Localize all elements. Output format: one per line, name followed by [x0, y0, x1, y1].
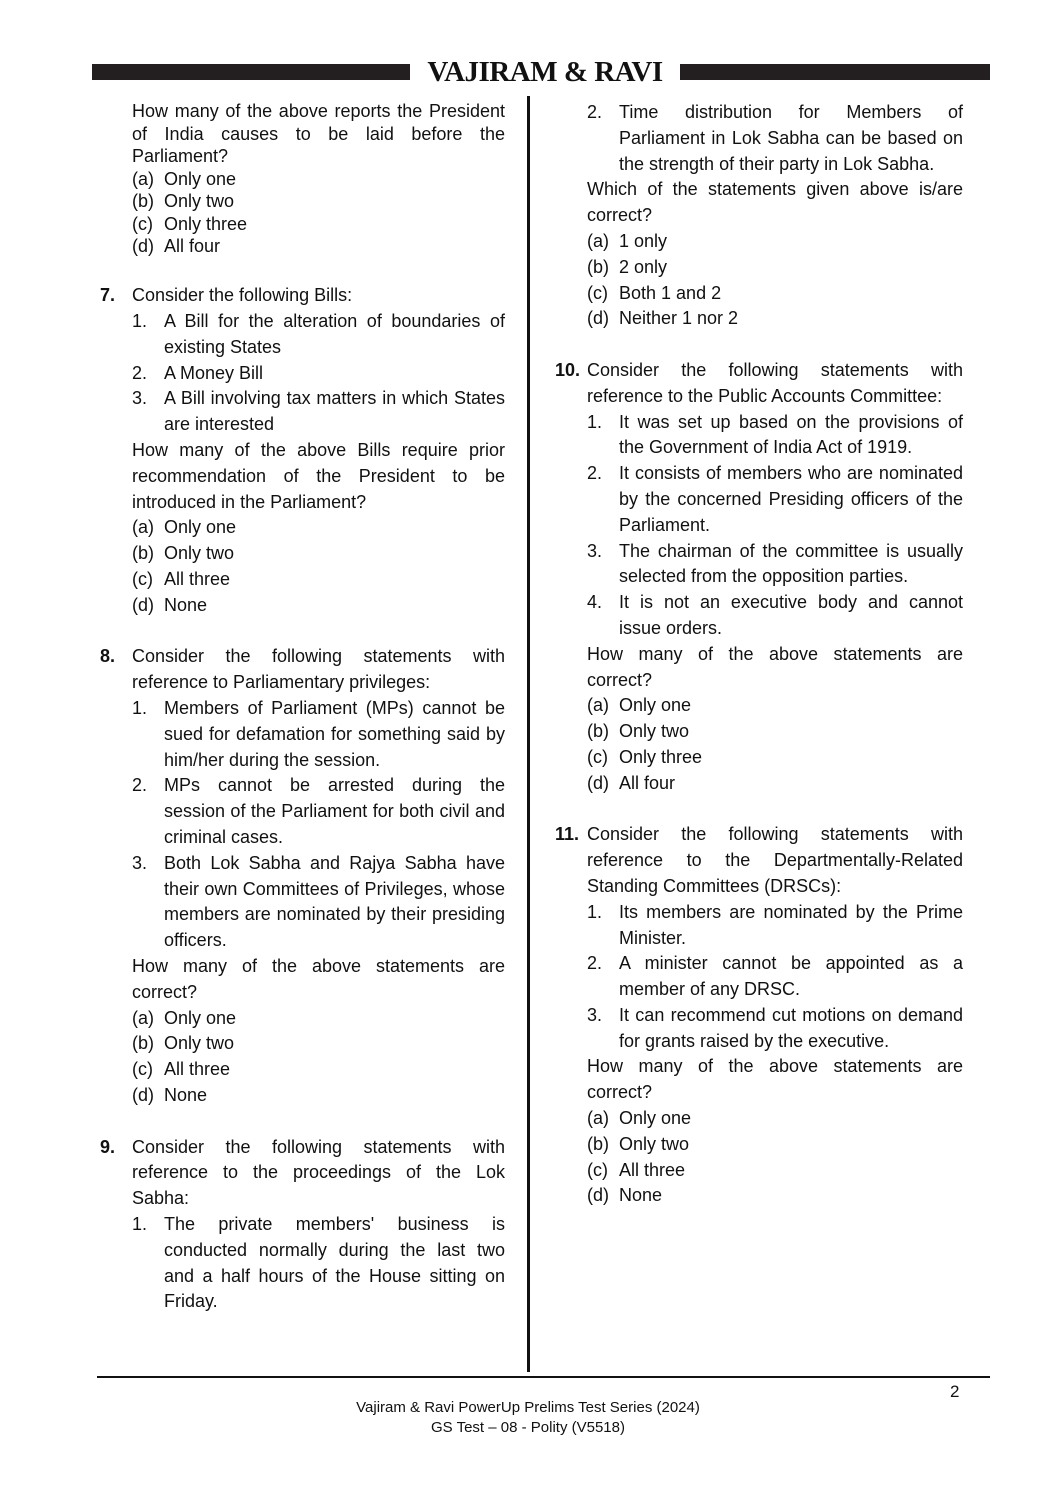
question — [100, 283, 505, 618]
statement-number: 3. — [587, 1004, 603, 1025]
statement-number: 1. — [587, 901, 603, 922]
statement-text: It consists of members who are nominated by the concerned Presiding officers of the Parliament. — [619, 463, 963, 535]
option-label: (b) — [132, 1033, 154, 1054]
statement-number: 1. — [132, 1213, 148, 1234]
question — [100, 644, 505, 1108]
right-column — [555, 100, 963, 1209]
option-text: Only three — [164, 213, 248, 234]
option-label: (a) — [587, 1108, 609, 1129]
statement — [132, 773, 505, 850]
footer-series: Vajiram & Ravi PowerUp Prelims Test Series (2024) — [356, 1399, 700, 1416]
option-label: (b) — [132, 191, 154, 211]
statement — [132, 309, 505, 361]
footer — [228, 1398, 828, 1438]
answer-option — [587, 1132, 963, 1158]
question — [100, 1135, 505, 1316]
answer-option — [587, 229, 963, 255]
statement-number: 3. — [132, 852, 148, 873]
option-label: (d) — [132, 1085, 154, 1105]
answer-option — [132, 168, 505, 191]
option-label: (c) — [587, 746, 608, 767]
question-prompt: How many of the above reports the President of India causes to be laid before the Parliament? — [132, 101, 505, 166]
header-bar-right — [680, 64, 990, 80]
statement-text: Its members are nominated by the Prime Minister. — [619, 901, 963, 948]
option-text: All four — [164, 236, 221, 256]
option-text: None — [164, 594, 208, 615]
answer-option — [132, 1031, 505, 1057]
answer-option — [132, 1006, 505, 1032]
answer-option — [587, 1106, 963, 1132]
statement-text: MPs cannot be arrested during the session of the Parliament for both civil and criminal cases. — [164, 775, 505, 848]
question-number: 9. — [100, 1136, 116, 1157]
statement — [132, 386, 505, 438]
statement-text: Both Lok Sabha and Rajya Sabha have their own Committees of Privileges, whose members are nominated by their presiding officers. — [164, 852, 505, 951]
statement-text: The chairman of the committee is usually selected from the opposition parties. — [619, 540, 963, 587]
option-text: Only three — [619, 746, 703, 767]
option-text: Only one — [164, 1007, 237, 1028]
statement-text: Time distribution for Members of Parliament in Lok Sabha can be based on the strength of their party in Lok Sabha. — [619, 102, 963, 174]
question-number: 11. — [555, 824, 580, 845]
option-label: (b) — [587, 1133, 609, 1154]
answer-option — [132, 190, 505, 213]
option-label: (a) — [132, 517, 154, 538]
option-text: Only two — [164, 543, 235, 564]
answer-option — [587, 1158, 963, 1184]
option-text: Only one — [164, 168, 237, 189]
option-label: (c) — [132, 1059, 153, 1080]
option-text: None — [619, 1185, 663, 1206]
statement-number: 3. — [587, 540, 603, 561]
question — [555, 822, 963, 1209]
answer-option — [587, 745, 963, 771]
answer-option — [132, 515, 505, 541]
option-text: Only two — [164, 191, 235, 211]
option-text: All three — [619, 1159, 686, 1180]
statement-text: It is not an executive body and cannot issue orders. — [619, 592, 963, 638]
option-label: (b) — [587, 256, 609, 277]
option-text: All three — [164, 569, 231, 590]
option-text: Only one — [164, 517, 237, 538]
question-stem: Consider the following statements with reference to the proceedings of the Lok Sabha: — [132, 1136, 505, 1209]
statement — [587, 951, 963, 1003]
answer-option — [132, 541, 505, 567]
option-label: (c) — [132, 213, 153, 234]
question — [555, 100, 963, 332]
answer-option — [132, 593, 505, 619]
statement — [587, 539, 963, 591]
statement — [587, 590, 963, 642]
question-number: 10. — [555, 359, 581, 380]
statement-number: 2. — [587, 463, 603, 484]
option-text: 1 only — [619, 230, 668, 251]
option-text: None — [164, 1085, 208, 1105]
answer-option — [132, 235, 505, 258]
statement-text: A minister cannot be appointed as a member of any DRSC. — [619, 953, 963, 1000]
option-text: Only two — [164, 1033, 235, 1054]
statement — [132, 1212, 505, 1315]
answer-option — [587, 1183, 963, 1209]
statement — [587, 100, 963, 177]
answer-option — [587, 281, 963, 307]
statement-number: 2. — [132, 775, 148, 796]
option-label: (a) — [132, 168, 154, 189]
statement — [132, 696, 505, 773]
statement-number: 2. — [587, 953, 603, 974]
question — [100, 100, 505, 258]
option-text: 2 only — [619, 256, 668, 277]
statement — [587, 410, 963, 462]
option-label: (d) — [587, 772, 609, 793]
statement-number: 2. — [587, 102, 603, 122]
statement — [587, 1003, 963, 1055]
statement-text: A Bill involving tax matters in which States are interested — [164, 388, 505, 435]
option-text: All three — [164, 1059, 231, 1080]
answer-option — [587, 719, 963, 745]
statement-text: It can recommend cut motions on demand for grants raised by the executive. — [619, 1004, 963, 1051]
option-label: (a) — [587, 695, 609, 716]
statement-text: Members of Parliament (MPs) cannot be sued for defamation for something said by him/her during the session. — [164, 698, 505, 770]
option-text: Neither 1 nor 2 — [619, 308, 739, 329]
option-text: Only one — [619, 1108, 692, 1129]
question-prompt: How many of the above statements are correct? — [132, 956, 505, 1002]
left-column — [100, 100, 505, 1315]
option-label: (a) — [132, 1007, 154, 1028]
answer-option — [132, 567, 505, 593]
question-stem: Consider the following Bills: — [132, 285, 353, 306]
statement — [132, 851, 505, 954]
answer-option — [587, 693, 963, 719]
page-number: 2 — [950, 1382, 960, 1401]
option-label: (b) — [587, 721, 609, 742]
option-label: (c) — [587, 1159, 608, 1180]
statement-text: It was set up based on the provisions of the Government of India Act of 1919. — [619, 411, 963, 458]
statement-number: 1. — [587, 411, 603, 432]
option-label: (d) — [587, 1185, 609, 1206]
option-text: Only two — [619, 1133, 690, 1154]
option-label: (c) — [587, 282, 608, 303]
question-stem: Consider the following statements with reference to the Public Accounts Committee: — [587, 359, 963, 406]
question-number: 8. — [100, 646, 116, 667]
statement — [587, 900, 963, 952]
footer-test: GS Test – 08 - Polity (V5518) — [431, 1419, 625, 1436]
question-prompt: How many of the above Bills require prior recommendation of the President to be introduced in the Parliament? — [132, 440, 505, 512]
option-text: Only two — [619, 721, 690, 742]
question-number: 7. — [100, 285, 116, 306]
answer-option — [132, 213, 505, 236]
option-text: Only one — [619, 695, 692, 716]
answer-option — [587, 771, 963, 797]
answer-option — [132, 1083, 505, 1109]
statement-number: 1. — [132, 311, 148, 332]
statement-text: A Bill for the alteration of boundaries of existing States — [164, 311, 505, 357]
statement-number: 3. — [132, 388, 148, 409]
option-label: (d) — [587, 308, 609, 329]
option-label: (c) — [132, 569, 153, 590]
statement-number: 4. — [587, 592, 603, 613]
option-label: (d) — [132, 594, 154, 615]
statement — [587, 461, 963, 538]
question — [555, 358, 963, 797]
question-stem: Consider the following statements with reference to the Departmentally-Related Standing Committees (DRSCs): — [587, 824, 963, 896]
option-text: Both 1 and 2 — [619, 282, 722, 303]
footer-rule — [97, 1376, 990, 1378]
option-label: (a) — [587, 230, 609, 251]
statement-text: The private members' business is conducted normally during the last two and a half hours of the House sitting on Friday. — [164, 1213, 505, 1312]
question-prompt: Which of the statements given above is/are correct? — [587, 179, 963, 226]
option-label: (b) — [132, 543, 154, 564]
brand-title: VAJIRAM & RAVI — [427, 56, 663, 88]
question-prompt: How many of the above statements are correct? — [587, 1056, 963, 1103]
answer-option — [587, 255, 963, 281]
question-prompt: How many of the above statements are correct? — [587, 643, 963, 690]
statement — [132, 361, 505, 387]
option-text: All four — [619, 772, 676, 793]
statement-text: A Money Bill — [164, 362, 264, 383]
column-divider — [527, 96, 530, 1372]
option-label: (d) — [132, 236, 154, 256]
statement-number: 2. — [132, 362, 148, 383]
header-bar-left — [92, 64, 410, 80]
statement-number: 1. — [132, 698, 148, 719]
answer-option — [587, 306, 963, 332]
answer-option — [132, 1057, 505, 1083]
question-stem: Consider the following statements with reference to Parliamentary privileges: — [132, 646, 505, 693]
